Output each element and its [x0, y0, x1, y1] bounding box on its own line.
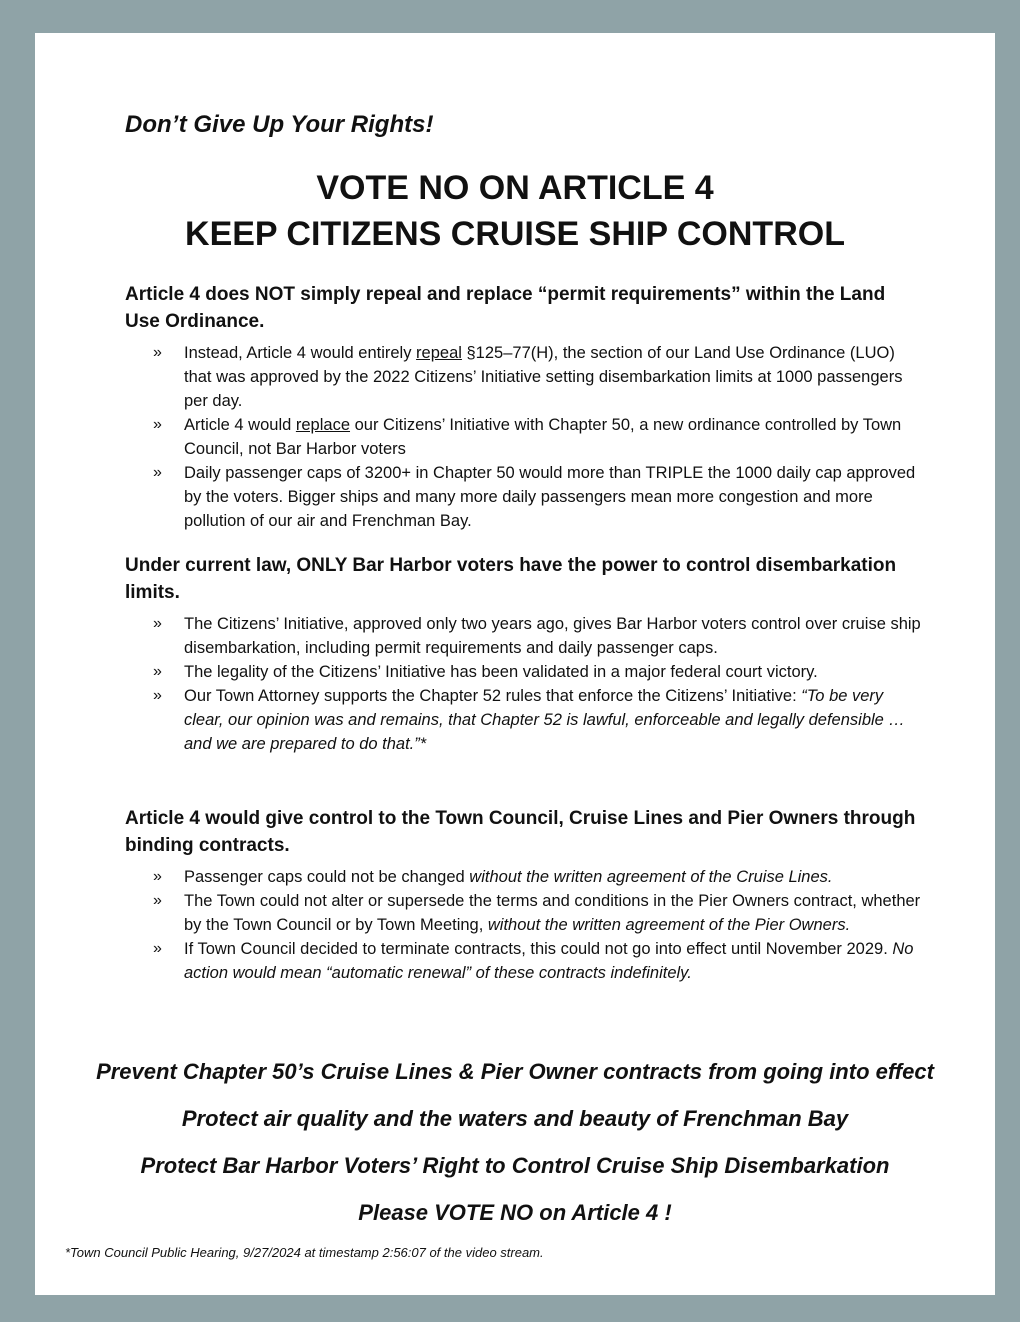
bullet-text: Passenger caps could not be changed [184, 868, 470, 886]
bullet-mark: » [153, 663, 162, 680]
bullet-italic: No action would mean “automatic renewal” of these contracts indefinitely. [184, 940, 914, 982]
bullet-text: The legality of the Citizens’ Initiative has been validated in a major federal court victory. [184, 663, 818, 681]
bullet-text: our Citizens’ Initiative with Chapter 50, a new ordinance controlled by Town Council, not Bar Harbor voters [184, 416, 902, 458]
closing-line-vote-no: Please VOTE NO on Article 4 ! [358, 1200, 672, 1225]
bullet-text: Article 4 would [184, 416, 296, 434]
bullet-mark: » [153, 940, 162, 957]
bullet-text: §125–77(H), the section of our Land Use Ordinance (LUO) that was approved by the 2022 Citizens’ Initiative setting disembarkation limits at 1000 passengers per day. [184, 344, 903, 410]
bullet-underlined: replace [295, 416, 351, 434]
closing-line-protect-voters: Protect Bar Harbor Voters’ Right to Control Cruise Ship Disembarkation [140, 1153, 890, 1178]
list-item [125, 461, 925, 533]
list-item [125, 660, 925, 684]
bullet-text: Our Town Attorney supports the Chapter 52 rules that enforce the Citizens’ Initiative: [184, 687, 802, 705]
bullet-quote: “To be very clear, our opinion was and remains, that Chapter 52 is lawful, enforceable and legally defensible … and we are prepared to do that.”* [184, 687, 905, 753]
list-item [125, 937, 925, 985]
headline-line-1: VOTE NO ON ARTICLE 4 [316, 169, 714, 207]
bullet-mark: » [153, 868, 162, 885]
bullet-mark: » [153, 687, 162, 704]
closing-line-prevent: Prevent Chapter 50’s Cruise Lines & Pier Owner contracts from going into effect [96, 1059, 934, 1084]
section-binding-contracts [125, 805, 925, 985]
bullet-text: Instead, Article 4 would entirely [184, 344, 417, 362]
flyer-page [35, 33, 995, 1295]
bullet-text: The Town could not alter or supersede the terms and conditions in the Pier Owners contract, whether by the Town Council or by Town Meeting, [184, 892, 921, 934]
section-heading: Article 4 would give control to the Town Council, Cruise Lines and Pier Owners through binding contracts. [125, 808, 916, 856]
bullet-list [125, 865, 925, 985]
bullet-text: Daily passenger caps of 3200+ in Chapter 50 would more than TRIPLE the 1000 daily cap approved by the voters. Bigger ships and many more daily passengers mean more congestion and more pollution of our air and Frenchman Bay. [184, 464, 916, 530]
list-item [125, 889, 925, 937]
section-article-4-repeal [125, 281, 925, 533]
headline [35, 165, 995, 257]
section-heading: Under current law, ONLY Bar Harbor voters have the power to control disembarkation limits. [125, 555, 897, 603]
bullet-list [125, 341, 925, 533]
list-item [125, 684, 925, 756]
list-item [125, 341, 925, 413]
bullet-underlined: repeal [416, 344, 462, 362]
bullet-mark: » [153, 464, 162, 481]
list-item [125, 865, 925, 889]
bullet-mark: » [153, 416, 162, 433]
bullet-mark: » [153, 892, 162, 909]
section-current-law [125, 552, 925, 756]
bullet-text: If Town Council decided to terminate contracts, this could not go into effect until November 2029. [184, 940, 893, 958]
tagline: Don’t Give Up Your Rights! [125, 111, 434, 138]
headline-line-2: KEEP CITIZENS CRUISE SHIP CONTROL [185, 215, 845, 253]
list-item [125, 612, 925, 660]
closing-line-protect-air: Protect air quality and the waters and beauty of Frenchman Bay [181, 1106, 849, 1131]
bullet-mark: » [153, 615, 162, 632]
bullet-mark: » [153, 344, 162, 361]
list-item [125, 413, 925, 461]
footnote: *Town Council Public Hearing, 9/27/2024 at timestamp 2:56:07 of the video stream. [65, 1245, 544, 1260]
section-heading: Article 4 does NOT simply repeal and replace “permit requirements” within the Land Use Ordinance. [125, 284, 886, 332]
bullet-italic: without the written agreement of the Cruise Lines. [469, 868, 833, 886]
bullet-list [125, 612, 925, 756]
bullet-italic: without the written agreement of the Pier Owners. [487, 916, 851, 934]
bullet-text: The Citizens’ Initiative, approved only two years ago, gives Bar Harbor voters control over cruise ship disembarkation, including permit requirements and daily passenger caps. [184, 615, 921, 657]
